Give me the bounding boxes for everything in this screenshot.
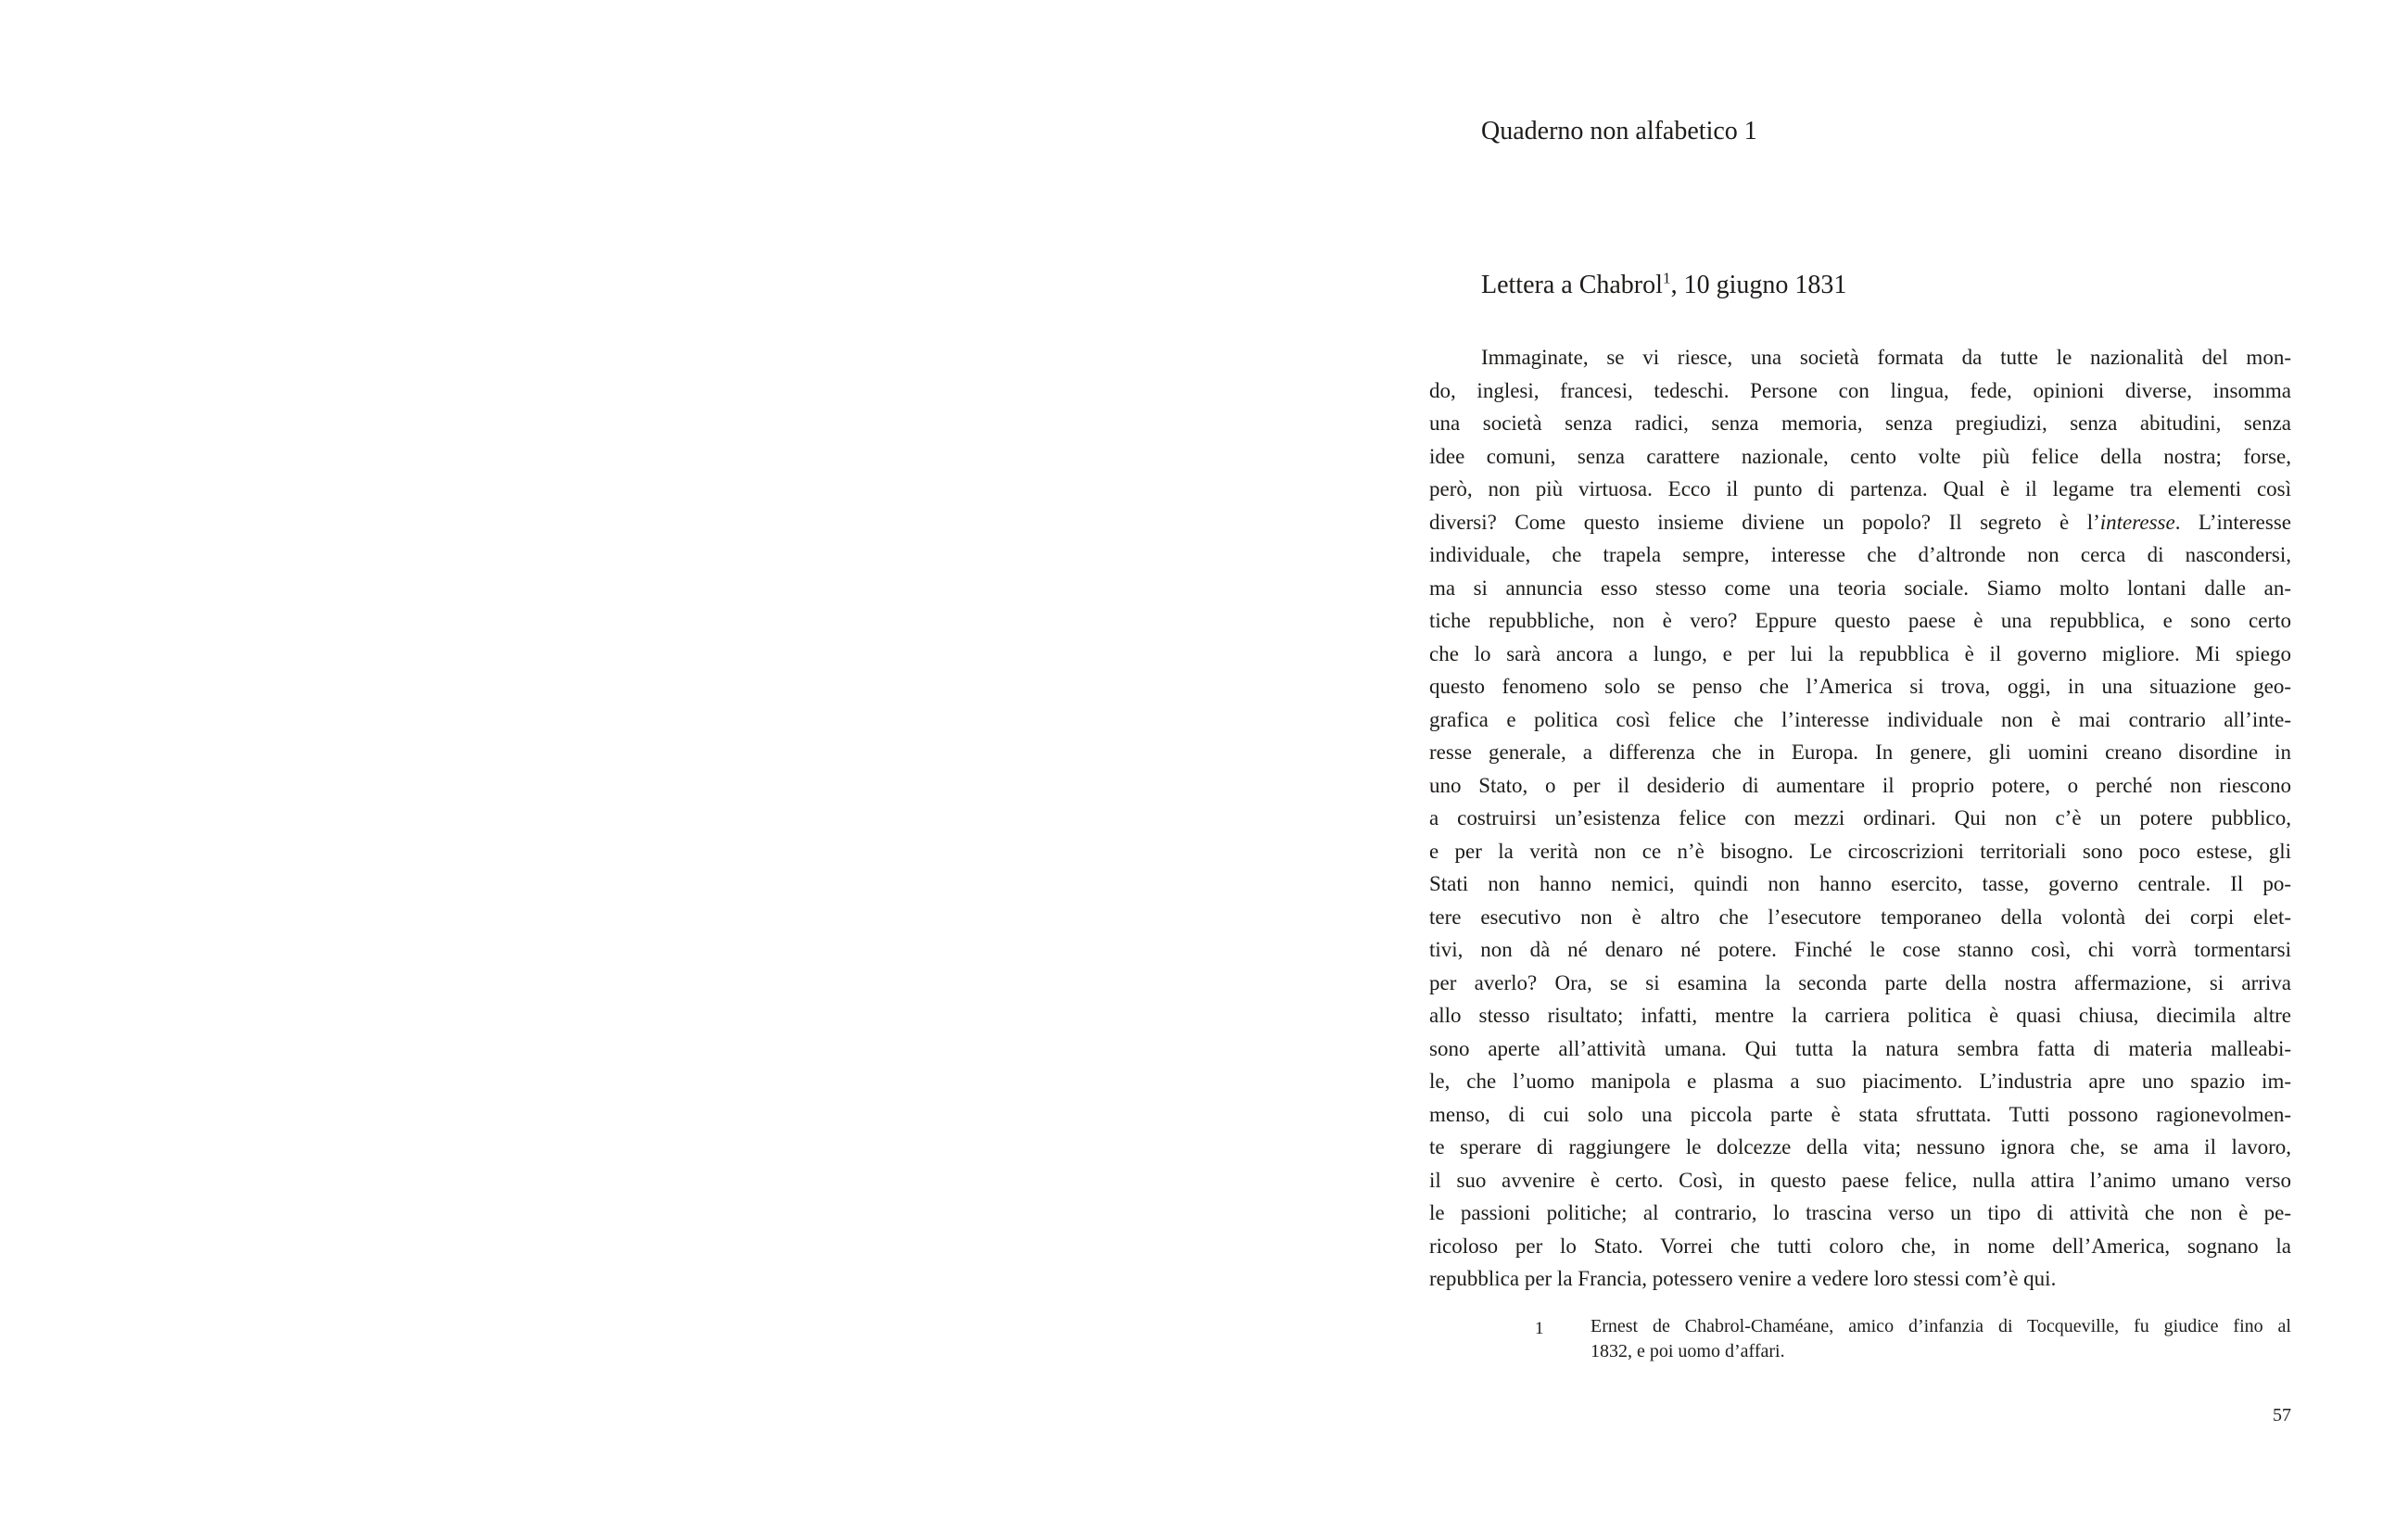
body-line: a costruirsi un’esistenza felice con mezzi ordinari. Qui non c’è un potere pubblico, <box>1429 806 2291 829</box>
body-line: che lo sarà ancora a lungo, e per lui la repubblica è il governo migliore. Mi spiego <box>1429 641 2291 665</box>
body-line: grafica e politica così felice che l’interesse individuale non è mai contrario all’inte- <box>1429 707 2291 731</box>
body-line: sono aperte all’attività umana. Qui tutta la natura sembra fatta di materia malleabi- <box>1429 1036 2291 1060</box>
body-line: menso, di cui solo una piccola parte è stata sfruttata. Tutti possono ragionevolmen- <box>1429 1102 2291 1126</box>
body-line: diversi? Come questo insieme diviene un popolo? Il segreto è l’interesse. L’interesse <box>1429 510 2291 534</box>
body-line: do, inglesi, francesi, tedeschi. Persone con lingua, fede, opinioni diverse, insomma <box>1429 378 2291 402</box>
body-line: tiche repubbliche, non è vero? Eppure questo paese è una repubblica, e sono certo <box>1429 609 2291 632</box>
body-line: Stati non hanno nemici, quindi non hanno esercito, tasse, governo centrale. Il po- <box>1429 872 2291 895</box>
body-line: una società senza radici, senza memoria, senza pregiudizi, senza abitudini, senza <box>1429 411 2291 435</box>
body-line: tere esecutivo non è altro che l’esecutore temporaneo della volontà dei corpi elet- <box>1429 905 2291 929</box>
body-line: uno Stato, o per il desiderio di aumentare il proprio potere, o perché non riescono <box>1429 773 2291 797</box>
body-line: e per la verità non ce n’è bisogno. Le circoscrizioni territoriali sono poco estese, gli <box>1429 839 2291 863</box>
body-line: le passioni politiche; al contrario, lo trascina verso un tipo di attività che non è pe- <box>1429 1201 2291 1224</box>
body-line: idee comuni, senza carattere nazionale, cento volte più felice della nostra; forse, <box>1429 444 2291 468</box>
page-number: 57 <box>2273 1405 2291 1425</box>
body-line: te sperare di raggiungere le dolcezze della vita; nessuno ignora che, se ama il lavoro, <box>1429 1135 2291 1158</box>
footnote-line: Ernest de Chabrol-Chaméane, amico d’infanzia di Tocqueville, fu giudice fino al <box>1591 1316 2291 1336</box>
body-line: per averlo? Ora, se si esamina la seconda parte della nostra affermazione, si arriva <box>1429 970 2291 994</box>
body-line: il suo avvenire è certo. Così, in questo paese felice, nulla attira l’animo umano verso <box>1429 1168 2291 1192</box>
body-line: le, che l’uomo manipola e plasma a suo piacimento. L’industria apre uno spazio im- <box>1429 1070 2291 1093</box>
body-line: ma si annuncia esso stesso come una teoria sociale. Siamo molto lontani dalle an- <box>1429 576 2291 600</box>
footnote-marker: 1 <box>1535 1319 1544 1338</box>
body-line: allo stesso risultato; infatti, mentre la carriera politica è quasi chiusa, diecimila altre <box>1429 1004 2291 1027</box>
footnote-line: 1832, e poi uomo d’affari. <box>1591 1341 1785 1361</box>
footnote <box>1591 1314 2291 1364</box>
body-line: Immaginate, se vi riesce, una società formata da tutte le nazionalità del mon- <box>1481 346 2291 369</box>
body-line: tivi, non dà né denaro né potere. Finché le cose stanno così, chi vorrà tormentarsi <box>1429 938 2291 961</box>
body-line: ricoloso per lo Stato. Vorrei che tutti coloro che, in nome dell’America, sognano la <box>1429 1234 2291 1258</box>
body-line: repubblica per la Francia, potessero venire a vedere loro stessi com’è qui. <box>1429 1267 2057 1290</box>
chapter-title: Quaderno non alfabetico 1 <box>1481 117 1757 146</box>
letter-heading: Lettera a Chabrol$^1$, 10 giugno 1831 <box>1481 269 1847 299</box>
letter-body <box>1429 341 2291 1296</box>
body-line: individuale, che trapela sempre, interesse che d’altronde non cerca di nascondersi, <box>1429 543 2291 566</box>
body-line: però, non più virtuosa. Ecco il punto di partenza. Qual è il legame tra elementi così <box>1429 477 2291 500</box>
body-line: resse generale, a differenza che in Europa. In genere, gli uomini creano disordine in <box>1429 741 2291 764</box>
body-line: questo fenomeno solo se penso che l’America si trova, oggi, in una situazione geo- <box>1429 675 2291 698</box>
